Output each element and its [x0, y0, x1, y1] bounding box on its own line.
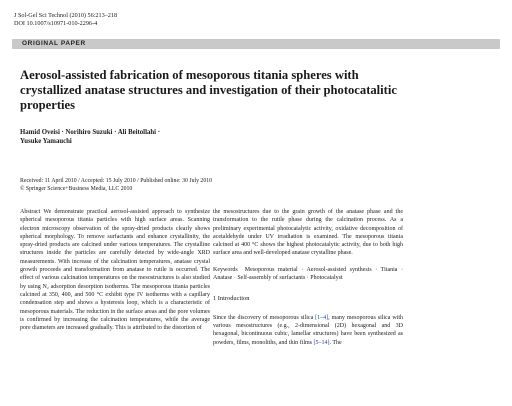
intro-text-2: , many mesoporous silica with various mesostructures (e.g., 2-dimensional (2D) hexagonal and 3D hexagonal, bicontinuous cubic, lamellar structures) have been synthesized as powders, films, monoliths, and thin films [213, 314, 403, 346]
publication-dates [20, 178, 340, 193]
introduction-paragraph [213, 314, 403, 347]
copyright-line: © Springer Science+Business Media, LLC 2010 [20, 185, 133, 192]
citation-link-5-14[interactable]: [5–14] [313, 339, 330, 346]
intro-text-3: . The [329, 339, 342, 346]
authors-line-1: Hamid Oveisi · Norihiro Suzuki · Ali Beitollahi · [20, 129, 160, 136]
keywords-label: Keywords [213, 266, 238, 273]
journal-header [14, 12, 117, 28]
received-accepted-dates: Received: 11 April 2010 / Accepted: 15 July 2010 / Published online: 30 July 2010 [20, 178, 213, 184]
citation-link-1-4[interactable]: [1–4] [315, 314, 329, 321]
journal-doi: DOI 10.1007/s10971-010-2296-4 [14, 20, 98, 27]
abstract-text: Abstract We demonstrate practical aerosol-assisted approach to synthesize spherical mesoporous titania particles with high surface areas. Scanning electron microscopy observation of the spray-dried products clearly shows spherical morphology. To remove surfactants and enhance crystallinity, the spray-dried products are calcined under various temperatures. The crystalline structures inside the particles are carefully detected by wide-angle XRD measurements. With increase of the calcination temperatures, anatase crystal growth proceeds and transformation from anatase to rutile is occurred. The effect of various calcination temperatures on the mesostructures is also studied by using N₂ adsorption desorption isotherms. The mesoporous titania particles calcined at 350, 400, and 500 °C exhibit type IV isotherms with a capillary condensation step and shows a hysteresis loop, which is a characteristic of mesoporous materials. The reduction in the surface areas and the pore volumes is confirmed by increasing the calcination temperatures, while the average pore diameters are increased gradually. This is attributed to the distortion of [20, 209, 210, 332]
intro-text-1: Since the discovery of mesoporous silica [213, 314, 316, 321]
abstract-continued: the mesostructures due to the grain growth of the anatase phase and the transformation to the rutile phase during the calcination process. As a preliminary experimental photocatalytic activity, oxidative decomposition of acetaldehyde under UV irradiation is examined. The mesoporous titania calcined at 400 °C shows the highest photocatalytic activity, due to both high surface area and well-developed anatase crystalline phase. [213, 209, 403, 257]
banner-label: ORIGINAL PAPER [22, 40, 86, 47]
keywords-text: Mesoporous material · Aerosol-assisted synthesis · Titania · Anatase · Self-assembly of surfactants · Photocatalyst [213, 266, 404, 282]
original-paper-banner [12, 39, 500, 49]
journal-citation: J Sol-Gel Sci Technol (2010) 56:213–218 [14, 12, 118, 19]
left-column [20, 208, 210, 332]
author-list [20, 128, 320, 146]
authors-line-2: Yusuke Yamauchi [20, 138, 72, 145]
section-heading-introduction: 1 Introduction [213, 295, 250, 303]
paper-title: Aerosol-assisted fabrication of mesoporous titania spheres with crystallized anatase structures and investigation of their photocatalitic properties [20, 68, 397, 112]
right-column [213, 208, 403, 347]
keywords [213, 266, 403, 283]
